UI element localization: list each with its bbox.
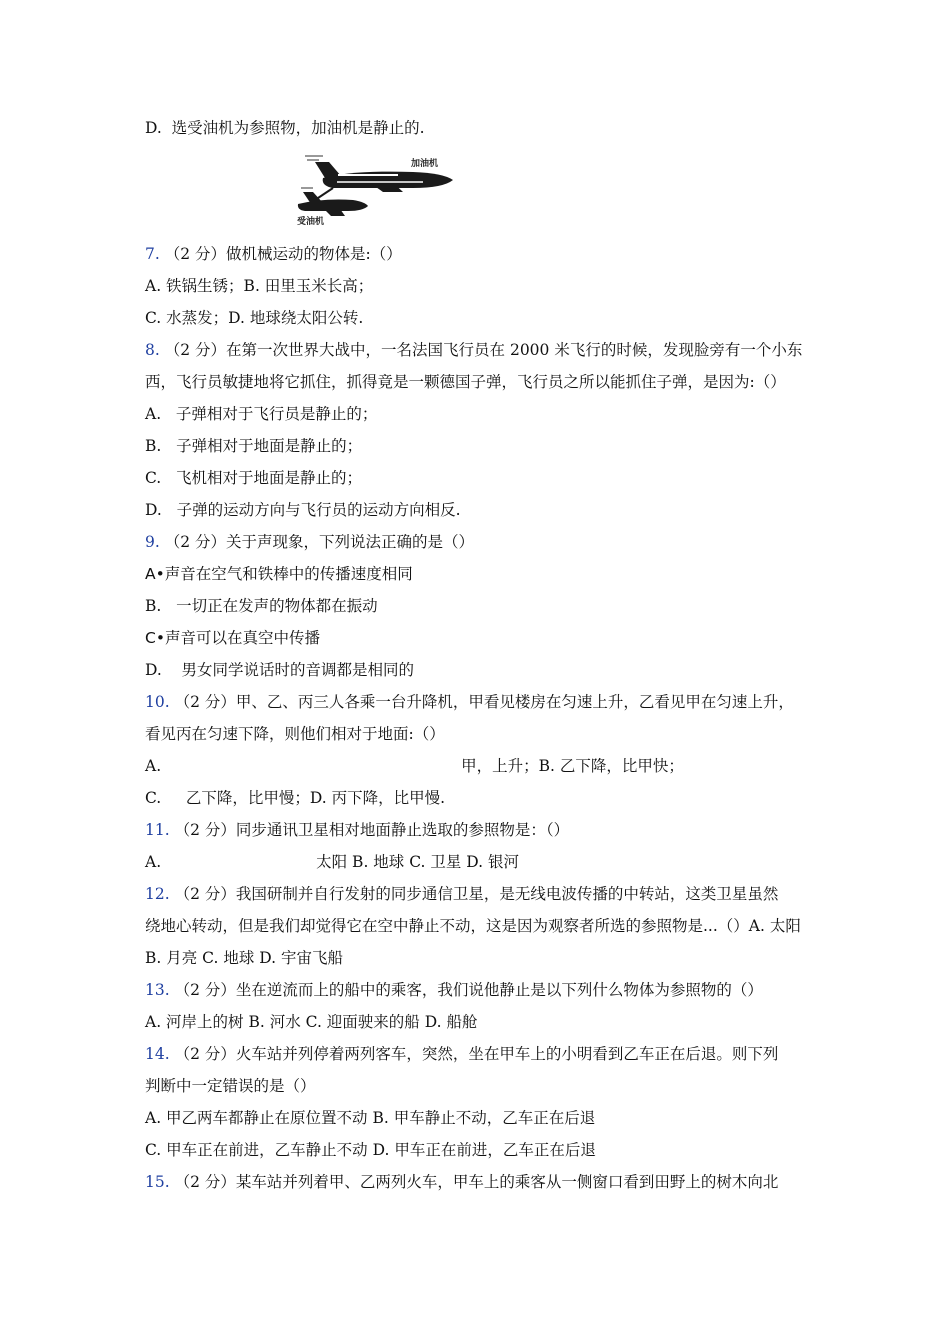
option-text: B. 月亮 C. 地球 D. 宇宙飞船 — [145, 949, 343, 967]
question-text: （2 分）坐在逆流而上的船中的乘客，我们说他静止是以下列什么物体为参照物的（） — [174, 981, 763, 999]
option-text: 声音在空气和铁棒中的传播速度相同 — [164, 565, 413, 583]
option-line — [145, 788, 445, 808]
question-text-continued — [145, 916, 801, 936]
option-letter: D. — [145, 501, 162, 519]
question-text: （2 分）某车站并列着甲、乙两列火车，甲车上的乘客从一侧窗口看到田野上的树木向北 — [174, 1173, 779, 1191]
option-line — [145, 308, 363, 328]
option-letter: D. — [145, 661, 162, 679]
option-line — [145, 468, 362, 488]
question-number: 11. — [145, 821, 170, 839]
option-letter: B. — [145, 437, 162, 455]
option-line — [145, 1140, 596, 1160]
question-line — [145, 884, 778, 904]
question-line — [145, 820, 569, 840]
question-text: （2 分）我国研制并自行发射的同步通信卫星，是无线电波传播的中转站，这类卫星虽然 — [174, 885, 779, 903]
tanker-label: 加油机 — [411, 159, 439, 169]
option-text: 子弹的运动方向与飞行员的运动方向相反. — [176, 501, 461, 519]
question-text-continued — [145, 724, 445, 744]
question-line — [145, 340, 802, 360]
refueling-aircraft-figure — [293, 148, 458, 228]
question-number: 10. — [145, 693, 170, 711]
question-number: 7. — [145, 245, 160, 263]
question-line — [145, 532, 474, 552]
option-line — [145, 852, 519, 872]
option-text: 男女同学说话时的音调都是相同的 — [181, 661, 415, 679]
question-text: （2 分）在第一次世界大战中，一名法国飞行员在 2000 米飞行的时候，发现脸旁有一个小东 — [164, 341, 803, 359]
question-text: 西，飞行员敏捷地将它抓住，抓得竟是一颗德国子弹，飞行员之所以能抓住子弹，是因为:（） — [145, 373, 786, 391]
option-line — [145, 276, 373, 296]
option-text: 声音可以在真空中传播 — [164, 629, 320, 647]
option-letter: C. — [145, 789, 162, 807]
option-text: 乙下降，比甲慢；D. 丙下降，比甲慢. — [185, 789, 446, 807]
option-letter: A• — [145, 565, 165, 583]
option-line — [145, 564, 413, 584]
question-line — [145, 1044, 778, 1064]
question-line — [145, 980, 763, 1000]
option-text: 太阳 B. 地球 C. 卫星 D. 银河 — [316, 853, 520, 871]
option-line — [145, 404, 377, 424]
option-text: 甲，上升；B. 乙下降，比甲快； — [461, 757, 684, 775]
option-text: 子弹相对于地面是静止的； — [176, 437, 363, 455]
option-line — [145, 948, 343, 968]
question-number: 15. — [145, 1173, 170, 1191]
question-text: 看见丙在匀速下降，则他们相对于地面:（） — [145, 725, 445, 743]
option-text: A. 甲乙两车都静止在原位置不动 B. 甲车静止不动，乙车正在后退 — [145, 1109, 596, 1127]
receiver-label: 受油机 — [297, 217, 325, 227]
question-number: 12. — [145, 885, 170, 903]
question-line — [145, 1172, 778, 1192]
question-number: 13. — [145, 981, 170, 999]
option-letter: A. — [145, 405, 162, 423]
option-line — [145, 1108, 595, 1128]
option-letter: C. — [145, 469, 162, 487]
option-line — [145, 118, 425, 138]
option-text: C. 甲车正在前进，乙车静止不动 D. 甲车正在前进，乙车正在后退 — [145, 1141, 596, 1159]
option-text: A. 铁锅生锈；B. 田里玉米长高； — [145, 277, 374, 295]
question-text-continued — [145, 372, 786, 392]
option-line — [145, 1012, 477, 1032]
question-text: （2 分）做机械运动的物体是:（） — [164, 245, 402, 263]
option-line — [145, 436, 362, 456]
receiver-plane-icon — [298, 192, 368, 216]
option-text: C. 水蒸发；D. 地球绕太阳公转. — [145, 309, 364, 327]
question-text: 判断中一定错误的是（） — [145, 1077, 316, 1095]
question-line — [145, 692, 794, 712]
option-letter: A. — [145, 757, 162, 775]
option-letter: B. — [145, 597, 162, 615]
option-text: 选受油机为参照物，加油机是静止的. — [171, 119, 425, 137]
question-text: （2 分）火车站并列停着两列客车，突然，坐在甲车上的小明看到乙车正在后退。则下列 — [174, 1045, 779, 1063]
option-line — [145, 500, 461, 520]
question-number: 14. — [145, 1045, 170, 1063]
option-text: 子弹相对于飞行员是静止的； — [175, 405, 378, 423]
question-number: 9. — [145, 533, 160, 551]
option-letter: A. — [145, 853, 162, 871]
option-line — [145, 756, 684, 776]
option-text: 飞机相对于地面是静止的； — [176, 469, 363, 487]
question-text: （2 分）甲、乙、丙三人各乘一台升降机，甲看见楼房在匀速上升，乙看见甲在匀速上升， — [174, 693, 794, 711]
question-text: （2 分）关于声现象，下列说法正确的是（） — [164, 533, 475, 551]
option-letter: C• — [145, 629, 165, 647]
option-letter: D. — [145, 119, 162, 137]
question-number: 8. — [145, 341, 160, 359]
option-line — [145, 660, 414, 680]
question-text-continued — [145, 1076, 316, 1096]
option-line — [145, 628, 320, 648]
option-text: A. 河岸上的树 B. 河水 C. 迎面驶来的船 D. 船舱 — [145, 1013, 478, 1031]
option-line — [145, 596, 378, 616]
question-line — [145, 244, 402, 264]
question-text: 绕地心转动，但是我们却觉得它在空中静止不动，这是因为观察者所选的参照物是...（）A. 太阳 — [145, 917, 801, 935]
option-text: 一切正在发声的物体都在振动 — [176, 597, 378, 615]
question-text: （2 分）同步通讯卫星相对地面静止选取的参照物是：（） — [174, 821, 570, 839]
